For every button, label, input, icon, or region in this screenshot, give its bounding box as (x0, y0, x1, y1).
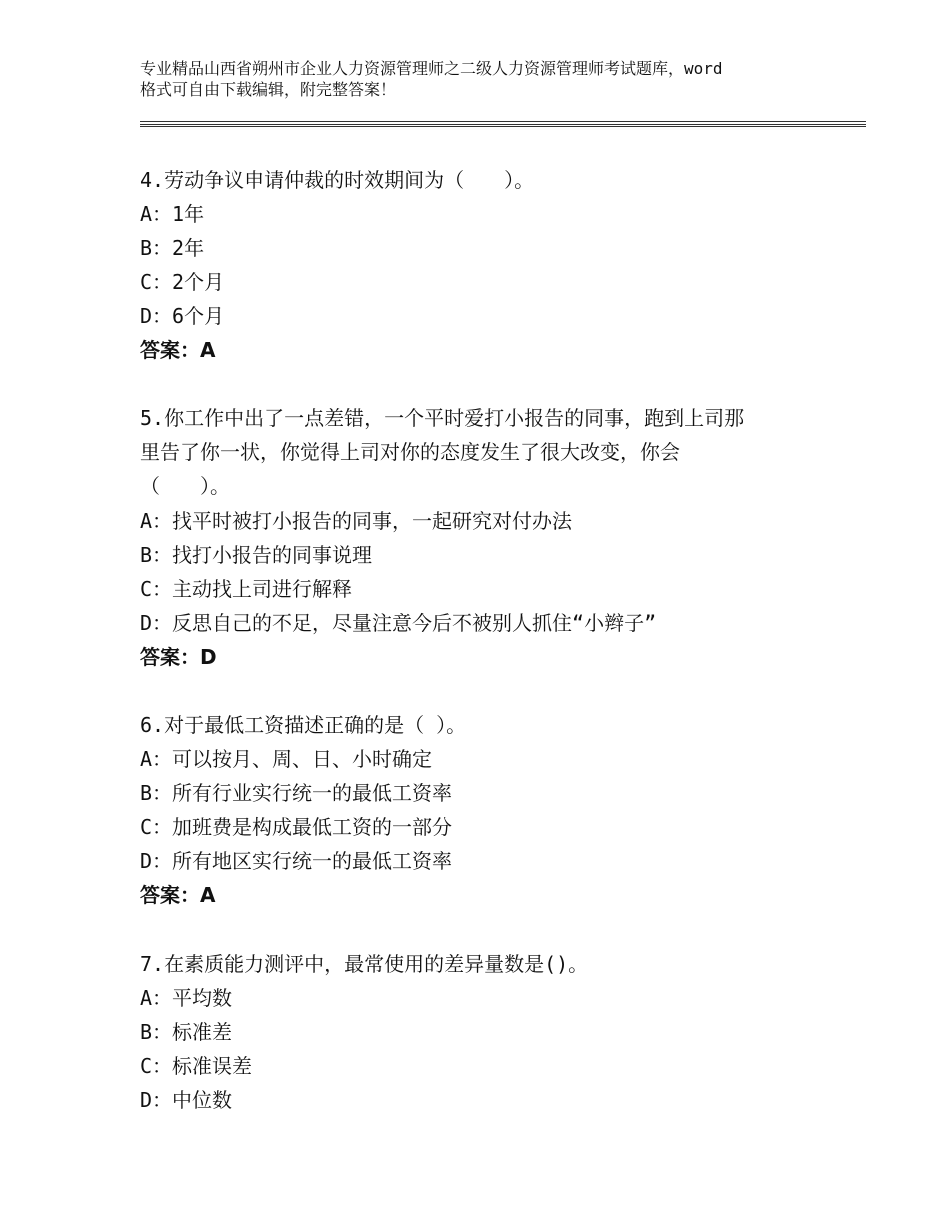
question-6-option-a: A：可以按月、周、日、小时确定 (140, 747, 433, 771)
question-5-option-d: D：反思自己的不足，尽量注意今后不被别人抓住“小辫子” (140, 611, 657, 635)
question-7-option-a: A：平均数 (140, 986, 233, 1010)
document-header (140, 58, 840, 100)
question-6-answer: 答案：A (140, 883, 216, 907)
question-5-option-a: A：找平时被打小报告的同事，一起研究对付办法 (140, 509, 573, 533)
question-5-stem-line-3: （ ）。 (140, 474, 230, 498)
question-6-option-d: D：所有地区实行统一的最低工资率 (140, 849, 453, 873)
question-7-option-b: B：标准差 (140, 1020, 233, 1044)
question-4-option-b: B：2年 (140, 236, 205, 260)
question-7-stem: 7.在素质能力测评中，最常使用的差异量数是()。 (140, 952, 589, 976)
question-5-option-c: C：主动找上司进行解释 (140, 577, 353, 601)
question-7-option-c: C：标准误差 (140, 1054, 253, 1078)
question-5-stem-line-1: 5.你工作中出了一点差错，一个平时爱打小报告的同事，跑到上司那 (140, 406, 745, 430)
question-7-option-d: D：中位数 (140, 1088, 233, 1112)
question-5-answer: 答案：D (140, 645, 217, 669)
header-divider (140, 126, 866, 127)
question-4-answer: 答案：A (140, 338, 216, 362)
question-5-option-b: B：找打小报告的同事说理 (140, 543, 373, 567)
header-title-line-1: 专业精品山西省朔州市企业人力资源管理师之二级人力资源管理师考试题库，word (140, 59, 723, 78)
question-5-stem-line-2: 里告了你一状，你觉得上司对你的态度发生了很大改变，你会 (140, 440, 680, 464)
header-divider (140, 121, 866, 122)
question-4-stem: 4.劳动争议申请仲裁的时效期间为（ ）。 (140, 168, 535, 192)
header-title-line-2: 格式可自由下载编辑，附完整答案！ (140, 80, 397, 99)
question-4-option-c: C：2个月 (140, 270, 225, 294)
question-4-option-a: A：1年 (140, 202, 205, 226)
header-divider (140, 124, 866, 125)
question-6-stem: 6.对于最低工资描述正确的是（ ）。 (140, 713, 467, 737)
question-6-option-b: B：所有行业实行统一的最低工资率 (140, 781, 453, 805)
question-4-option-d: D：6个月 (140, 304, 225, 328)
question-6-option-c: C：加班费是构成最低工资的一部分 (140, 815, 453, 839)
